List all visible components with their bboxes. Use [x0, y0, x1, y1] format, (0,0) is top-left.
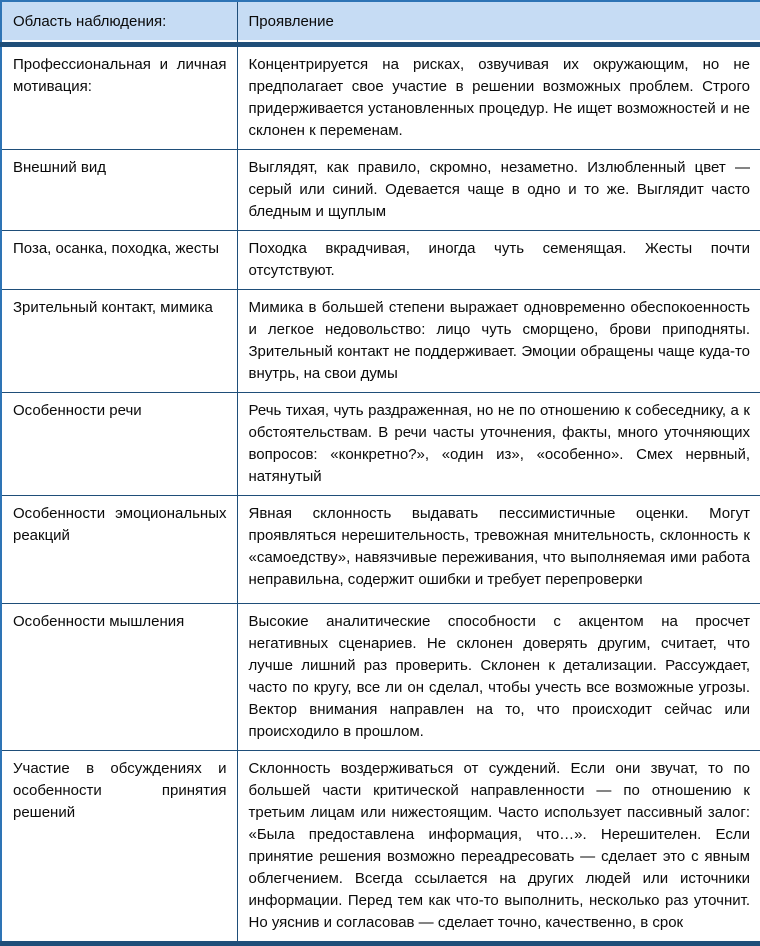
manifestation-cell: Выглядят, как правило, скромно, незаметно. Излюбленный цвет — серый или синий. Одевается чаще в одно и то же. Выглядит часто бледным и щуплым — [237, 150, 760, 231]
area-cell: Особенности речи — [1, 393, 237, 496]
table-row — [1, 604, 760, 751]
area-cell: Поза, осанка, походка, жесты — [1, 231, 237, 290]
col-header-manifestation: Проявление — [237, 1, 760, 45]
manifestation-cell: Речь тихая, чуть раздраженная, но не по отношению к собеседнику, а к обстоятельствам. В речи часты уточнения, факты, много уточняющих вопросов: «конкретно?», «один из», «особенно». Смех нервный, натянутый — [237, 393, 760, 496]
table-header — [1, 1, 760, 45]
manifestation-cell: Походка вкрадчивая, иногда чуть семенящая. Жесты почти отсутствуют. — [237, 231, 760, 290]
table-body — [1, 45, 760, 944]
area-cell: Профессиональная и личная мотивация: — [1, 45, 237, 150]
table-row — [1, 496, 760, 604]
area-cell: Особенности мышления — [1, 604, 237, 751]
table-row — [1, 393, 760, 496]
manifestation-cell: Высокие аналитические способности с акцентом на просчет негативных сценариев. Не склонен доверять другим, считает, что лучше лишний раз проверить. Склонен к детализации. Рассуждает, часто по кругу, все ли он сделал, чтобы учесть все возможные угрозы. Вектор внимания направлен на то, что происходит сейчас или происходило в прошлом. — [237, 604, 760, 751]
area-cell: Внешний вид — [1, 150, 237, 231]
area-cell: Особенности эмоциональных реакций — [1, 496, 237, 604]
manifestation-cell: Явная склонность выдавать пессимистичные оценки. Могут проявляться нерешительность, тревожная мнительность, склонность к «самоедству», навязчивые переживания, что выполняемая ими работа неправильна, содержит ошибки и требует перепроверки — [237, 496, 760, 604]
manifestation-cell: Мимика в большей степени выражает одновременно обеспокоенность и легкое недовольство: лицо чуть сморщено, брови приподняты. Зрительный контакт не поддерживает. Эмоции обращены чаще куда-то внутрь, на свои думы — [237, 290, 760, 393]
header-row — [1, 1, 760, 45]
table-row — [1, 751, 760, 944]
manifestation-cell: Концентрируется на рисках, озвучивая их окружающим, но не предполагает свое участие в решении возможных проблем. Строго придерживается установленных процедур. Не ищет возможностей и не склонен к переменам. — [237, 45, 760, 150]
col-header-area: Область наблюдения: — [1, 1, 237, 45]
table-row — [1, 290, 760, 393]
table-row — [1, 231, 760, 290]
table-row — [1, 45, 760, 150]
table-row — [1, 150, 760, 231]
manifestation-cell: Склонность воздерживаться от суждений. Если они звучат, то по большей части критической направленности — по отношению к третьим лицам или нижестоящим. Часто использует пассивный залог: «Была предоставлена информация, что…». Нерешителен. Если принятие решения возможно переадресовать — сделает это с явным облегчением. Всегда ссылается на других людей или источники информации. Перед тем как что-то выполнить, несколько раз уточнит. Но уяснив и согласовав — сделает точно, качественно, в срок — [237, 751, 760, 944]
area-cell: Участие в обсуждениях и особенности принятия решений — [1, 751, 237, 944]
area-cell: Зрительный контакт, мимика — [1, 290, 237, 393]
